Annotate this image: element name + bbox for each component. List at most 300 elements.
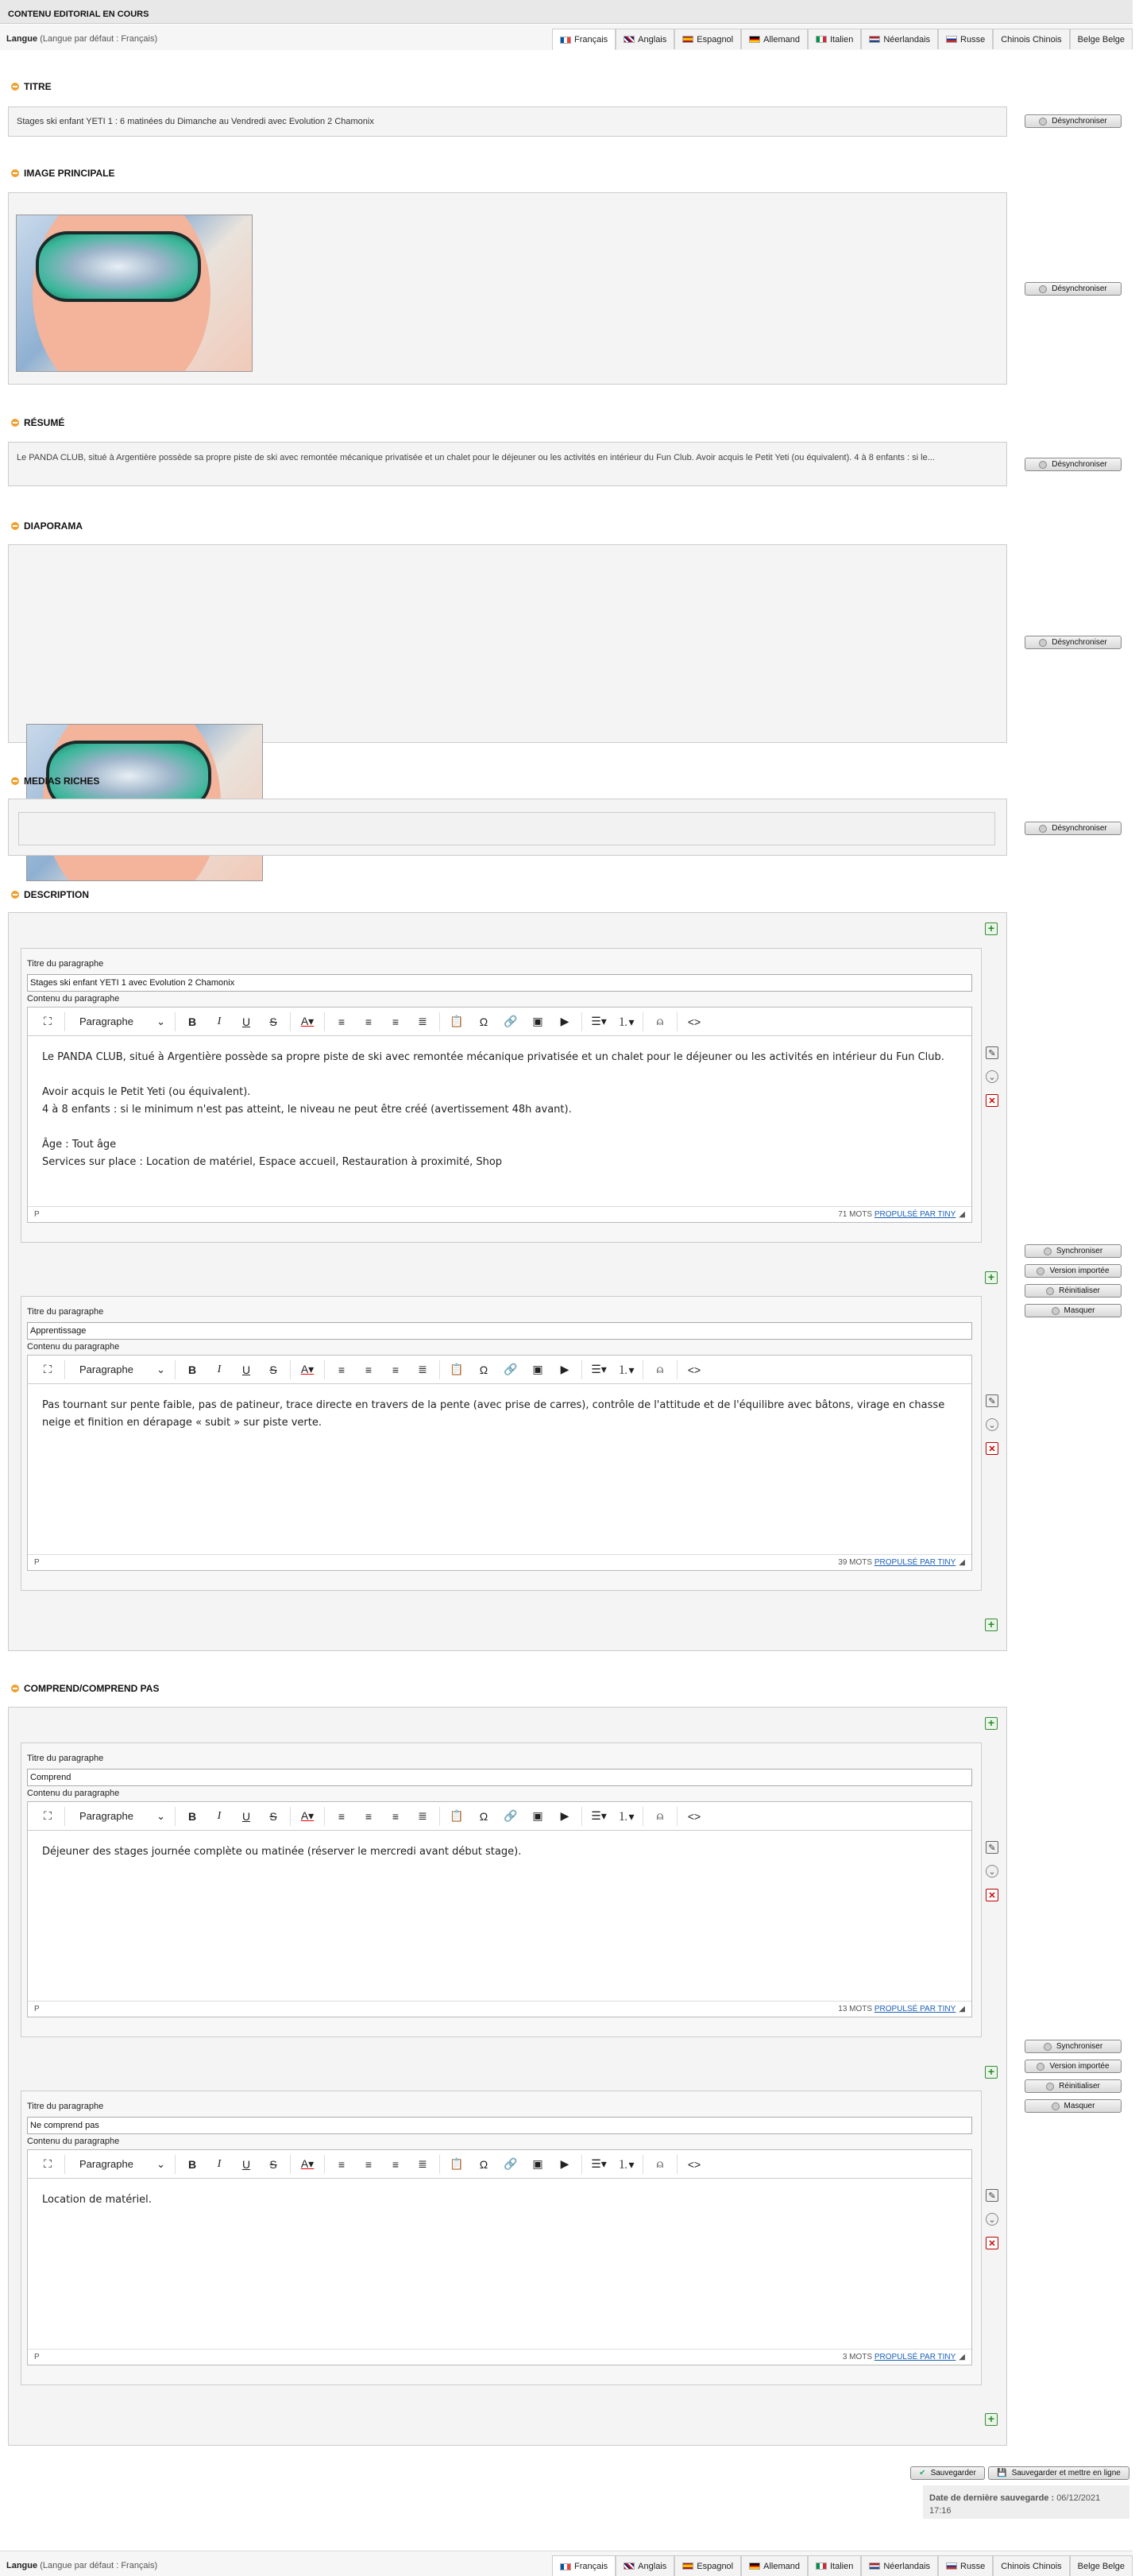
title-desync-button[interactable] [1025,114,1122,128]
strikethrough-icon[interactable]: S [269,1809,277,1823]
toolbar-separator [64,1012,65,1031]
tab-es[interactable] [674,2555,741,2576]
tab-label: Chinois Chinois [1001,2561,1062,2571]
editor-statusbar [28,2001,971,2017]
toolbar-separator [677,1807,678,1826]
rich-media-desync-button-icon [1039,825,1047,833]
toolbar-separator [175,2155,176,2174]
tab-label: Italien [829,34,854,44]
underline-icon[interactable]: U [241,2157,251,2171]
align-right-icon[interactable]: ≡ [392,1363,400,1376]
text-color-icon[interactable]: A▾ [300,1809,315,1822]
paragraph-content-label: Contenu du paragraphe [27,994,120,1004]
fullscreen-icon[interactable]: ⛶ [44,2157,52,2170]
toolbar-separator [175,1012,176,1031]
tab-gb[interactable] [616,29,674,49]
flag-ru-icon [946,2562,957,2570]
language-tabs [552,2555,1133,2576]
editor-content[interactable] [28,2179,971,2349]
reset-button-icon [1046,2083,1054,2091]
resize-handle-icon[interactable]: ◢ [959,1558,965,1567]
move-down-icon[interactable]: ⌄ [986,2213,998,2226]
save-label: Sauvegarder [930,2469,976,2477]
summary-box [8,442,1007,486]
stamp-icon[interactable]: ⍝ [656,1015,664,1027]
bold-icon[interactable]: B [187,1015,197,1028]
align-right-icon[interactable]: ≡ [392,1809,400,1823]
media-icon[interactable]: ▶ [560,1809,570,1822]
edit-paragraph-icon[interactable]: ✎ [986,2189,998,2202]
sync-label: Synchroniser [1056,1247,1103,1255]
editor-statusbar [28,2349,971,2365]
format-select[interactable] [68,1805,172,1828]
toolbar-separator [64,2155,65,2174]
format-select-value: Paragraphe [79,1015,133,1027]
tab-nl[interactable] [861,2555,938,2576]
align-right-icon[interactable]: ≡ [392,1015,400,1028]
toolbar-separator [324,1807,325,1826]
edit-paragraph-icon[interactable]: ✎ [986,1046,998,1059]
imported-button[interactable] [1025,2060,1122,2073]
summary-desync-button-icon [1039,461,1047,469]
tab-ru[interactable] [938,2555,993,2576]
align-left-icon[interactable]: ≡ [338,2157,346,2171]
toolbar-separator [581,2155,582,2174]
add-paragraph-icon[interactable]: + [985,1271,998,1284]
desync-label: Désynchroniser [1052,638,1107,647]
collapse-icon[interactable] [11,891,19,899]
strikethrough-icon[interactable]: S [269,1363,277,1376]
element-path: P [34,1210,40,1219]
paragraph-title-label: Titre du paragraphe [27,959,104,969]
resize-handle-icon[interactable]: ◢ [959,2005,965,2013]
link-icon[interactable]: 🔗 [504,2157,518,2170]
section-label: IMAGE PRINCIPALE [24,168,115,179]
special-char-icon[interactable]: Ω [479,1363,488,1376]
move-down-icon[interactable]: ⌄ [986,1865,998,1878]
statusbar-right [843,2353,965,2361]
source-code-icon[interactable]: <> [687,2157,701,2171]
editor-toolbar [28,2150,971,2179]
editor-toolbar [28,1356,971,1384]
text-color-icon[interactable]: A▾ [300,1363,315,1375]
tab-label: Néerlandais [883,2561,931,2571]
tab-lang7[interactable] [993,2555,1069,2576]
flag-de-icon [749,2562,760,2570]
collapse-icon[interactable] [11,522,19,530]
tab-label: Espagnol [697,2561,734,2571]
bullet-list-icon[interactable]: ☰▾ [591,1363,607,1375]
media-icon[interactable]: ▶ [560,1363,570,1375]
delete-paragraph-icon[interactable]: ✕ [986,1889,998,1901]
flag-fr-icon [560,2563,571,2570]
word-count: 3 MOTS [842,2353,873,2361]
language-label: Langue [6,34,38,44]
stamp-icon[interactable]: ⍝ [656,2157,664,2170]
numbered-list-icon[interactable]: ⒈▾ [617,1809,635,1823]
link-icon[interactable]: 🔗 [504,1363,518,1375]
paragraph-title-label: Titre du paragraphe [27,1307,104,1317]
rich-media-area [18,812,995,845]
image-desync-button[interactable] [1025,282,1122,296]
delete-paragraph-icon[interactable]: ✕ [986,1094,998,1107]
chevron-down-icon: ⌄ [156,1809,165,1822]
language-bar-bottom [0,2551,1133,2576]
add-paragraph-icon[interactable]: + [985,1619,998,1631]
word-count: 13 MOTS [838,2005,873,2013]
flag-it-icon [816,36,827,43]
main-image [16,215,253,372]
bold-icon[interactable]: B [187,2157,197,2171]
word-count: 71 MOTS [838,1210,873,1219]
numbered-list-icon[interactable]: ⒈▾ [617,2157,635,2171]
section-label: MEDIAS RICHES [24,776,100,787]
content-line: Âge : Tout âge [42,1139,117,1151]
flag-es-icon [682,2562,693,2570]
align-left-icon[interactable]: ≡ [338,1363,346,1376]
slideshow-desync-button[interactable] [1025,636,1122,649]
section-label: DESCRIPTION [24,889,90,900]
content-line: Location de matériel. [42,2194,152,2206]
align-center-icon[interactable]: ≡ [365,1015,373,1028]
tiny-link[interactable]: PROPULSÉ PAR TINY [874,1558,956,1567]
section-title-medias [11,776,99,787]
collapse-icon[interactable] [11,777,19,785]
numbered-list-icon[interactable]: ⒈▾ [617,1015,635,1028]
tab-label: Allemand [763,34,800,44]
sync-button-icon [1044,1247,1052,1255]
summary-value: Le PANDA CLUB, situé à Argentière possède sa propre piste de ski avec remontée mécanique privatisée et un chalet pour le déjeuner ou les activités en intérieur du Fun Club. Avoir acquis le Petit Yeti (ou équivalent). 4 à 8 enfants : si le... [17,453,935,462]
hide-button-icon [1052,1307,1060,1315]
last-save-box [923,2485,1129,2519]
content-line [42,1066,957,1084]
tiny-link[interactable]: PROPULSÉ PAR TINY [874,2353,956,2361]
italic-icon[interactable]: I [217,1809,222,1822]
special-char-icon[interactable]: Ω [479,1809,488,1823]
editor-toolbar [28,1802,971,1831]
tab-label: Français [573,35,608,44]
section-title-resume [11,417,64,428]
align-left-icon[interactable]: ≡ [338,1015,346,1028]
toolbar-separator [581,1807,582,1826]
align-justify-icon[interactable]: ≣ [418,1809,427,1822]
toolbar-separator [677,1360,678,1379]
editor-content[interactable] [28,1831,971,2001]
image-icon[interactable]: ▣ [532,1015,543,1027]
resize-handle-icon[interactable]: ◢ [959,2353,965,2361]
paste-icon[interactable]: 📋 [450,1809,464,1822]
paste-icon[interactable]: 📋 [450,2157,464,2170]
toolbar-separator [175,1360,176,1379]
reset-label: Réinitialiser [1059,1286,1100,1295]
image-icon[interactable]: ▣ [532,1363,543,1375]
paragraph-title-input[interactable]: Ne comprend pas [27,2117,972,2134]
toolbar-separator [64,1807,65,1826]
edit-paragraph-icon[interactable]: ✎ [986,1394,998,1407]
element-path: P [34,2353,40,2361]
element-path: P [34,1558,40,1567]
tiny-link[interactable]: PROPULSÉ PAR TINY [874,1210,956,1219]
flag-nl-icon [869,2562,880,2570]
align-justify-icon[interactable]: ≣ [418,1015,427,1027]
section-title-titre [11,81,52,92]
tab-de[interactable] [741,29,808,49]
statusbar-right [838,2005,965,2013]
save-online-icon: 💾 [997,2469,1007,2477]
text-color-icon[interactable]: A▾ [300,1015,315,1027]
tab-lang7[interactable] [993,29,1069,49]
tab-label: Néerlandais [883,34,931,44]
rich-media-box [8,799,1007,856]
add-paragraph-icon[interactable]: + [985,2413,998,2426]
special-char-icon[interactable]: Ω [479,1015,488,1028]
format-select[interactable] [68,2153,172,2176]
flag-nl-icon [869,36,880,43]
add-paragraph-icon[interactable]: + [985,922,998,935]
sync-button[interactable] [1025,1244,1122,1258]
paragraph-title-label: Titre du paragraphe [27,2102,104,2111]
paste-icon[interactable]: 📋 [450,1363,464,1375]
slideshow-box [8,544,1007,743]
rich-text-editor [27,1801,972,2017]
content-line: Déjeuner des stages journée complète ou matinée (réserver le mercredi avant début stage). [42,1846,522,1858]
tab-label: Français [573,2562,608,2571]
save-online-label: Sauvegarder et mettre en ligne [1011,2469,1121,2477]
format-select[interactable] [68,1359,172,1381]
italic-icon[interactable]: I [217,1363,222,1375]
tab-es[interactable] [674,29,741,49]
paragraph-title-input[interactable]: Comprend [27,1769,972,1786]
paragraph-title-input[interactable]: Stages ski enfant YETI 1 avec Evolution 2 Chamonix [27,974,972,992]
align-justify-icon[interactable]: ≣ [418,1363,427,1375]
italic-icon[interactable]: I [217,2157,222,2170]
tab-it[interactable] [808,2555,861,2576]
add-paragraph-icon[interactable]: + [985,2066,998,2079]
reset-button-icon [1046,1287,1054,1295]
hide-button[interactable] [1025,2099,1122,2113]
chevron-down-icon: ⌄ [156,2157,165,2170]
delete-paragraph-icon[interactable]: ✕ [986,2237,998,2249]
strikethrough-icon[interactable]: S [269,1015,277,1028]
tab-nl[interactable] [861,29,938,49]
save-online-button[interactable] [988,2466,1129,2480]
image-icon[interactable]: ▣ [532,2157,543,2170]
tab-label: Chinois Chinois [1001,34,1062,44]
media-icon[interactable]: ▶ [560,1015,570,1027]
last-save-value: 06/12/2021 17:16 [929,2493,1101,2516]
language-tabs [552,29,1133,50]
title-value: Stages ski enfant YETI 1 : 6 matinées du Dimanche au Vendredi avec Evolution 2 Chamonix [17,117,374,126]
align-center-icon[interactable]: ≡ [365,1363,373,1376]
move-down-icon[interactable]: ⌄ [986,1418,998,1431]
imported-button-icon [1037,1267,1044,1275]
sync-label: Synchroniser [1056,2042,1103,2051]
imported-label: Version importée [1049,1267,1110,1275]
text-color-icon[interactable]: A▾ [300,2157,315,2170]
content-line: Pas tournant sur pente faible, pas de patineur, trace directe en travers de la pente (avec prise de carres), contrôle de l'attitude et de l'équilibre avec bâtons, virage en chasse neige et finition en dérapage « subit » sur piste verte. [42,1399,945,1429]
goggle-shape [36,231,202,302]
desync-label: Désynchroniser [1052,460,1107,469]
paragraph-title-label: Titre du paragraphe [27,1754,104,1763]
media-icon[interactable]: ▶ [560,2157,570,2170]
move-down-icon[interactable]: ⌄ [986,1070,998,1083]
tab-label: Anglais [638,2561,667,2571]
rich-text-editor [27,1007,972,1223]
toolbar-separator [175,1807,176,1826]
align-center-icon[interactable]: ≡ [365,2157,373,2171]
desync-label: Désynchroniser [1052,824,1107,833]
reset-button[interactable] [1025,2079,1122,2093]
toolbar-separator [290,1807,291,1826]
edit-paragraph-icon[interactable]: ✎ [986,1841,998,1854]
desync-label: Désynchroniser [1052,117,1107,126]
flag-fr-icon [560,37,571,44]
section-title-comprend [11,1683,159,1694]
hide-label: Masquer [1064,1306,1095,1315]
tab-lang8[interactable] [1070,2555,1133,2576]
source-code-icon[interactable]: <> [687,1809,701,1823]
rich-media-desync-button[interactable] [1025,822,1122,835]
content-line: Avoir acquis le Petit Yeti (ou équivalent). [42,1086,251,1098]
toolbar-separator [324,1360,325,1379]
toolbar-separator [677,2155,678,2174]
last-save-label: Date de dernière sauvegarde : [929,2493,1055,2503]
fullscreen-icon[interactable]: ⛶ [44,1015,52,1027]
title-desync-button-icon [1039,118,1047,126]
paragraph-content-label: Contenu du paragraphe [27,1342,120,1352]
tab-lang8[interactable] [1070,29,1133,49]
format-select[interactable] [68,1011,172,1033]
reset-label: Réinitialiser [1059,2082,1100,2091]
tab-gb[interactable] [616,2555,674,2576]
numbered-list-icon[interactable]: ⒈▾ [617,1363,635,1376]
paste-icon[interactable]: 📋 [450,1015,464,1027]
rich-text-editor [27,2149,972,2365]
paragraph-title-input[interactable]: Apprentissage [27,1322,972,1340]
summary-desync-button[interactable] [1025,458,1122,471]
link-icon[interactable]: 🔗 [504,1809,518,1822]
special-char-icon[interactable]: Ω [479,2157,488,2171]
statusbar-right [838,1558,965,1567]
section-label: RÉSUMÉ [24,417,65,428]
tab-it[interactable] [808,29,861,49]
bold-icon[interactable]: B [187,1363,197,1376]
fullscreen-icon[interactable]: ⛶ [44,1809,52,1822]
reset-button[interactable] [1025,1284,1122,1298]
content-line: 4 à 8 enfants : si le minimum n'est pas atteint, le niveau ne peut être créé (avertissement 48h avant). [42,1104,572,1116]
flag-it-icon [816,2562,827,2570]
flag-gb-icon [624,2562,635,2570]
add-paragraph-icon[interactable]: + [985,1717,998,1730]
content-line: Services sur place : Location de matériel, Espace accueil, Restauration à proximité, Shop [42,1156,503,1168]
underline-icon[interactable]: U [241,1363,251,1376]
sync-button[interactable] [1025,2040,1122,2053]
editor-statusbar [28,1206,971,1222]
align-left-icon[interactable]: ≡ [338,1809,346,1823]
align-justify-icon[interactable]: ≣ [418,2157,427,2170]
delete-paragraph-icon[interactable]: ✕ [986,1442,998,1455]
format-select-value: Paragraphe [79,1810,133,1822]
toolbar-separator [677,1012,678,1031]
chevron-down-icon: ⌄ [156,1015,165,1027]
flag-de-icon [749,36,760,43]
image-icon[interactable]: ▣ [532,1809,543,1822]
tab-fr[interactable] [552,2555,616,2576]
tab-label: Belge Belge [1077,2561,1125,2571]
toolbar-separator [439,1807,440,1826]
statusbar-right [838,1210,965,1219]
hide-button[interactable] [1025,1304,1122,1317]
underline-icon[interactable]: U [241,1809,251,1823]
collapse-icon[interactable] [11,419,19,427]
section-label: DIAPORAMA [24,520,83,532]
bold-icon[interactable]: B [187,1809,197,1823]
align-right-icon[interactable]: ≡ [392,2157,400,2171]
strikethrough-icon[interactable]: S [269,2157,277,2171]
underline-icon[interactable]: U [241,1015,251,1028]
sync-button-icon [1044,2043,1052,2051]
toolbar-separator [290,2155,291,2174]
align-center-icon[interactable]: ≡ [365,1809,373,1823]
collapse-icon[interactable] [11,83,19,91]
source-code-icon[interactable]: <> [687,1363,701,1376]
italic-icon[interactable]: I [217,1015,222,1027]
paragraph-content-label: Contenu du paragraphe [27,2137,120,2146]
content-line [42,1119,957,1136]
toolbar-separator [439,1360,440,1379]
section-label: TITRE [24,81,52,92]
collapse-icon[interactable] [11,1684,19,1692]
tiny-link[interactable]: PROPULSÉ PAR TINY [874,2005,956,2013]
bullet-list-icon[interactable]: ☰▾ [591,1809,607,1822]
editor-content[interactable] [28,1384,971,1554]
toolbar-separator [324,2155,325,2174]
section-title-description [11,889,89,900]
section-title-diaporama [11,520,83,532]
tab-de[interactable] [741,2555,808,2576]
stamp-icon[interactable]: ⍝ [656,1809,664,1822]
rich-text-editor [27,1355,972,1571]
default-language-note: (Langue par défaut : Français) [40,34,158,44]
language-label: Langue [6,2561,38,2570]
editor-content[interactable] [28,1036,971,1206]
imported-button[interactable] [1025,1264,1122,1278]
toolbar-separator [439,2155,440,2174]
tab-label: Anglais [638,34,667,44]
stamp-icon[interactable]: ⍝ [656,1363,664,1375]
tab-label: Espagnol [697,34,734,44]
toolbar-separator [581,1012,582,1031]
resize-handle-icon[interactable]: ◢ [959,1210,965,1219]
element-path: P [34,2005,40,2013]
collapse-icon[interactable] [11,169,19,177]
hide-button-icon [1052,2102,1060,2110]
tab-fr[interactable] [552,29,616,50]
source-code-icon[interactable]: <> [687,1015,701,1028]
tab-ru[interactable] [938,29,993,49]
tab-label: Russe [960,34,986,44]
bullet-list-icon[interactable]: ☰▾ [591,1015,607,1027]
fullscreen-icon[interactable]: ⛶ [44,1363,52,1375]
bullet-list-icon[interactable]: ☰▾ [591,2157,607,2170]
desync-label: Désynchroniser [1052,284,1107,293]
flag-ru-icon [946,36,957,43]
link-icon[interactable]: 🔗 [504,1015,518,1027]
chevron-down-icon: ⌄ [156,1363,165,1375]
tab-label: Russe [960,2561,986,2571]
hide-label: Masquer [1064,2102,1095,2110]
save-button[interactable] [910,2466,985,2480]
